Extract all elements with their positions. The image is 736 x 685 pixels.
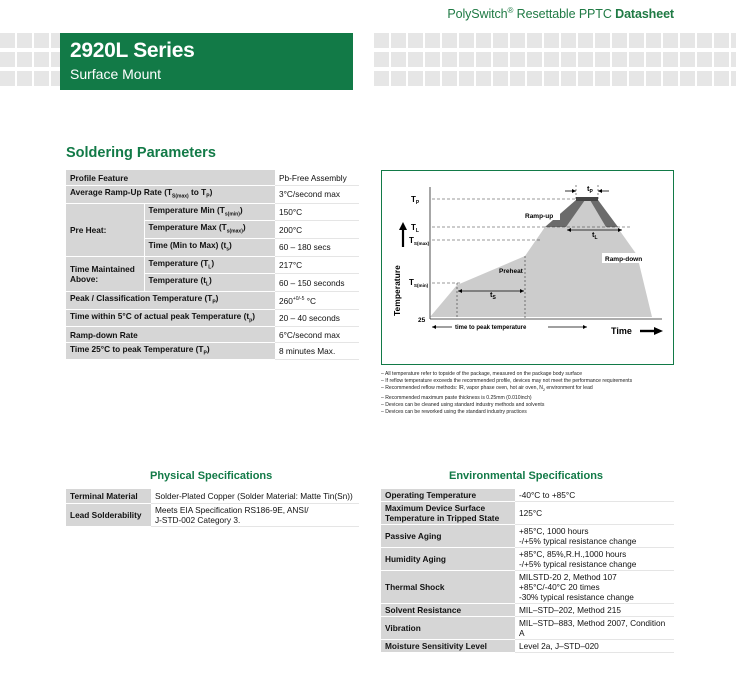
table-row xyxy=(381,571,674,604)
series-title-box xyxy=(60,33,353,90)
note-item: – If reflow temperature exceeds the recommended profile, devices may not meet the performance requirements xyxy=(381,378,633,385)
brand-bold: Datasheet xyxy=(615,7,674,22)
soldering-notes xyxy=(381,371,674,416)
operating-temp-value: -40°C to +85°C xyxy=(515,489,674,502)
decorative-square xyxy=(663,33,678,48)
decorative-square xyxy=(544,71,559,86)
preheat-label: Preheat xyxy=(499,268,523,275)
decorative-square xyxy=(697,33,712,48)
within5-label: Time within 5°C of actual peak Temperature $(t_p)$ xyxy=(66,309,275,327)
decorative-square xyxy=(391,52,406,67)
table-row xyxy=(66,256,359,274)
table-row xyxy=(381,617,674,640)
decorative-square xyxy=(731,33,736,48)
decorative-square xyxy=(459,33,474,48)
solvent-resistance-value: MIL–STD–202, Method 215 xyxy=(515,604,674,617)
decorative-square xyxy=(527,33,542,48)
tsmax-axis-label: $T_{S(max)}$ xyxy=(409,236,430,246)
solvent-resistance-label: Solvent Resistance xyxy=(381,604,515,617)
temp-min-value: 150°C xyxy=(275,203,359,221)
note-item: – Recommended reflow methods: IR, vapor phase oven, hot air oven, $N_2$ environment for lead xyxy=(381,385,593,393)
peak-temp-label: Peak / Classification Temperature $(T_P)$ xyxy=(66,291,275,309)
environmental-specs-title: Environmental Specifications xyxy=(449,470,604,482)
table-row xyxy=(381,548,674,571)
table-row xyxy=(66,489,359,503)
decorative-square xyxy=(374,71,389,86)
decorative-square xyxy=(425,52,440,67)
within5-value: 20 – 40 seconds xyxy=(275,309,359,327)
decorative-square xyxy=(374,52,389,67)
decorative-square xyxy=(510,71,525,86)
max-device-temp-label: Maximum Device Surface Temperature in Tripped State xyxy=(381,502,515,525)
table-row xyxy=(66,186,359,204)
decorative-square xyxy=(714,52,729,67)
brand-registered-mark: ® xyxy=(507,6,514,15)
table-row xyxy=(381,604,674,617)
decorative-square xyxy=(391,33,406,48)
decorative-square xyxy=(646,33,661,48)
decorative-square xyxy=(595,52,610,67)
table-row xyxy=(66,342,359,360)
vibration-value: MIL–STD–883, Method 2007, Condition A xyxy=(515,617,674,640)
note-item: – Devices can be reworked using the standard industry practices xyxy=(381,409,527,416)
peak-bar xyxy=(576,197,598,201)
decorative-square xyxy=(544,52,559,67)
decorative-square xyxy=(425,71,440,86)
tl-time-label: Temperature $(t_L)$ xyxy=(144,274,275,292)
decorative-square xyxy=(17,71,32,86)
decorative-square xyxy=(476,52,491,67)
decorative-square xyxy=(34,33,49,48)
decorative-square xyxy=(527,52,542,67)
time-maintained-label: Time Maintained Above: xyxy=(66,256,144,291)
terminal-material-value: Solder-Plated Copper (Solder Material: Matte Tin(Sn)) xyxy=(151,489,359,503)
decorative-square xyxy=(425,33,440,48)
rampdown-label: Ramp-down Rate xyxy=(66,327,275,343)
decorative-square xyxy=(493,52,508,67)
table-row xyxy=(66,327,359,343)
decorative-square xyxy=(442,52,457,67)
humidity-aging-value: +85°C, 85%,R.H.,1000 hours -/+5% typical resistance change xyxy=(515,548,674,571)
decorative-square xyxy=(459,71,474,86)
tl-value: 217°C xyxy=(275,256,359,274)
preheat-label: Pre Heat: xyxy=(66,203,144,256)
note-item: – Devices can be cleaned using standard industry methods and solvents xyxy=(381,401,545,408)
decorative-square xyxy=(629,33,644,48)
decorative-square xyxy=(442,33,457,48)
table-row xyxy=(381,502,674,525)
time25-label: Time 25°C to peak Temperature $(T_P)$ xyxy=(66,342,275,360)
decorative-square xyxy=(663,52,678,67)
temp-max-label: Temperature Max $(T_{s(max)})$ xyxy=(144,221,275,239)
decorative-square xyxy=(680,33,695,48)
time-minmax-value: 60 – 180 secs xyxy=(275,238,359,256)
decorative-square xyxy=(714,33,729,48)
soldering-parameters-table xyxy=(66,170,359,360)
time25-value: 8 minutes Max. xyxy=(275,342,359,360)
decorative-square xyxy=(595,33,610,48)
tl-time-value: 60 – 150 seconds xyxy=(275,274,359,292)
operating-temp-label: Operating Temperature xyxy=(381,489,515,502)
tp-duration-label: $t_P$ xyxy=(587,184,593,195)
max-device-temp-value: 125°C xyxy=(515,502,674,525)
decorative-square xyxy=(34,71,49,86)
decorative-square xyxy=(544,33,559,48)
time-to-peak-label: time to peak temperature xyxy=(455,325,527,331)
decorative-square xyxy=(561,71,576,86)
decorative-square xyxy=(629,71,644,86)
table-row xyxy=(66,309,359,327)
decorative-square xyxy=(697,52,712,67)
reflow-profile-diagram xyxy=(381,170,674,365)
decorative-square xyxy=(578,71,593,86)
decorative-square xyxy=(510,33,525,48)
decorative-square xyxy=(612,71,627,86)
decorative-square xyxy=(0,52,15,67)
decorative-square xyxy=(476,71,491,86)
decorative-square xyxy=(612,52,627,67)
passive-aging-value: +85°C, 1000 hours -/+5% typical resistance change xyxy=(515,525,674,548)
humidity-aging-label: Humidity Aging xyxy=(381,548,515,571)
tp-axis-label: $T_P$ xyxy=(411,195,420,206)
thermal-shock-label: Thermal Shock xyxy=(381,571,515,604)
tp-arrowhead-right xyxy=(598,189,602,193)
decorative-square xyxy=(561,52,576,67)
reflow-profile-svg xyxy=(382,171,673,364)
decorative-square xyxy=(476,33,491,48)
tl-label: Temperature $(T_L)$ xyxy=(144,256,275,274)
table-row xyxy=(381,640,674,653)
note-item: – Recommended maximum paste thickness is 0.25mm (0.010inch) xyxy=(381,394,532,401)
terminal-material-label: Terminal Material xyxy=(66,489,151,503)
decorative-square xyxy=(629,52,644,67)
tl-duration-label: $t_L$ xyxy=(592,230,598,241)
decorative-square xyxy=(408,33,423,48)
ramp-up-label: Average Ramp-Up Rate ($T_{S(max)}$ to $T_P$) xyxy=(66,186,275,204)
decorative-square xyxy=(442,71,457,86)
decorative-square xyxy=(646,52,661,67)
temp-min-label: Temperature Min $(T_{s(min)})$ xyxy=(144,203,275,221)
decorative-square xyxy=(731,71,736,86)
decorative-square xyxy=(374,33,389,48)
decorative-square xyxy=(578,52,593,67)
decorative-square xyxy=(408,71,423,86)
tsmin-axis-label: $T_{S(min)}$ xyxy=(409,278,429,288)
ramp-down-label: Ramp-down xyxy=(605,256,643,263)
decorative-square xyxy=(697,71,712,86)
ramp-up-value: 3°C/second max xyxy=(275,186,359,204)
rampdown-value: 6°C/second max xyxy=(275,327,359,343)
decorative-square xyxy=(663,71,678,86)
decorative-square xyxy=(527,71,542,86)
decorative-square xyxy=(391,71,406,86)
decorative-square xyxy=(0,71,15,86)
time-to-peak-arrowhead-left xyxy=(432,325,436,329)
decorative-square xyxy=(561,33,576,48)
decorative-square xyxy=(493,71,508,86)
table-row xyxy=(66,203,359,221)
time-axis-title: Time xyxy=(611,326,632,336)
physical-specs-title: Physical Specifications xyxy=(150,470,273,482)
temp-max-value: 200°C xyxy=(275,221,359,239)
ramp-up-label: Ramp-up xyxy=(525,213,554,220)
moisture-sensitivity-label: Moisture Sensitivity Level xyxy=(381,640,515,653)
table-row xyxy=(66,170,359,186)
decorative-square xyxy=(578,33,593,48)
decorative-square xyxy=(17,52,32,67)
decorative-square xyxy=(34,52,49,67)
profile-feature-value: Pb-Free Assembly xyxy=(275,170,359,186)
time-arrowhead xyxy=(654,327,663,335)
moisture-sensitivity-value: Level 2a, J–STD–020 xyxy=(515,640,674,653)
decorative-square xyxy=(714,71,729,86)
soldering-parameters-title: Soldering Parameters xyxy=(66,145,216,161)
decorative-square xyxy=(459,52,474,67)
table-row xyxy=(66,291,359,309)
decorative-square xyxy=(17,33,32,48)
table-row xyxy=(381,489,674,502)
physical-specs-table xyxy=(66,489,359,527)
decorative-square xyxy=(510,52,525,67)
series-subtitle: Surface Mount xyxy=(70,66,162,82)
decorative-square xyxy=(646,71,661,86)
brand-middle: Resettable PPTC xyxy=(513,7,616,22)
decorative-square xyxy=(731,52,736,67)
table-row xyxy=(66,503,359,526)
ts-duration-label: $t_S$ xyxy=(490,290,496,301)
decorative-square xyxy=(680,71,695,86)
lead-solderability-label: Lead Solderability xyxy=(66,503,151,526)
temperature-arrowhead xyxy=(399,222,407,230)
time-to-peak-arrowhead xyxy=(583,325,587,329)
decorative-square xyxy=(680,52,695,67)
note-item: – All temperature refer to topside of the package, measured on the package body surface xyxy=(381,371,583,377)
decorative-square xyxy=(493,33,508,48)
peak-temp-value: $260^{+0/-5}$ °C xyxy=(275,291,359,309)
profile-feature-label: Profile Feature xyxy=(66,170,275,186)
environmental-specs-table xyxy=(381,489,674,653)
brand-prefix: PolySwitch xyxy=(447,7,508,22)
table-row xyxy=(381,525,674,548)
series-title: 2920L Series xyxy=(70,39,195,62)
temp-25-label: 25 xyxy=(418,317,426,324)
decorative-square xyxy=(612,33,627,48)
tp-arrowhead-left xyxy=(572,189,576,193)
passive-aging-label: Passive Aging xyxy=(381,525,515,548)
lead-solderability-value: Meets EIA Specification RS186-9E, ANSI/ J-STD-002 Category 3. xyxy=(151,503,359,526)
decorative-square xyxy=(0,33,15,48)
datasheet-brand xyxy=(447,6,674,21)
thermal-shock-value: MILSTD-20 2, Method 107 +85°C/-40°C 20 times -30% typical resistance change xyxy=(515,571,674,604)
tl-axis-label: $T_L$ xyxy=(411,223,419,234)
temperature-axis-title: Temperature xyxy=(392,265,402,316)
decorative-square xyxy=(595,71,610,86)
decorative-square xyxy=(408,52,423,67)
time-minmax-label: Time (Min to Max) $(t_s)$ xyxy=(144,238,275,256)
vibration-label: Vibration xyxy=(381,617,515,640)
